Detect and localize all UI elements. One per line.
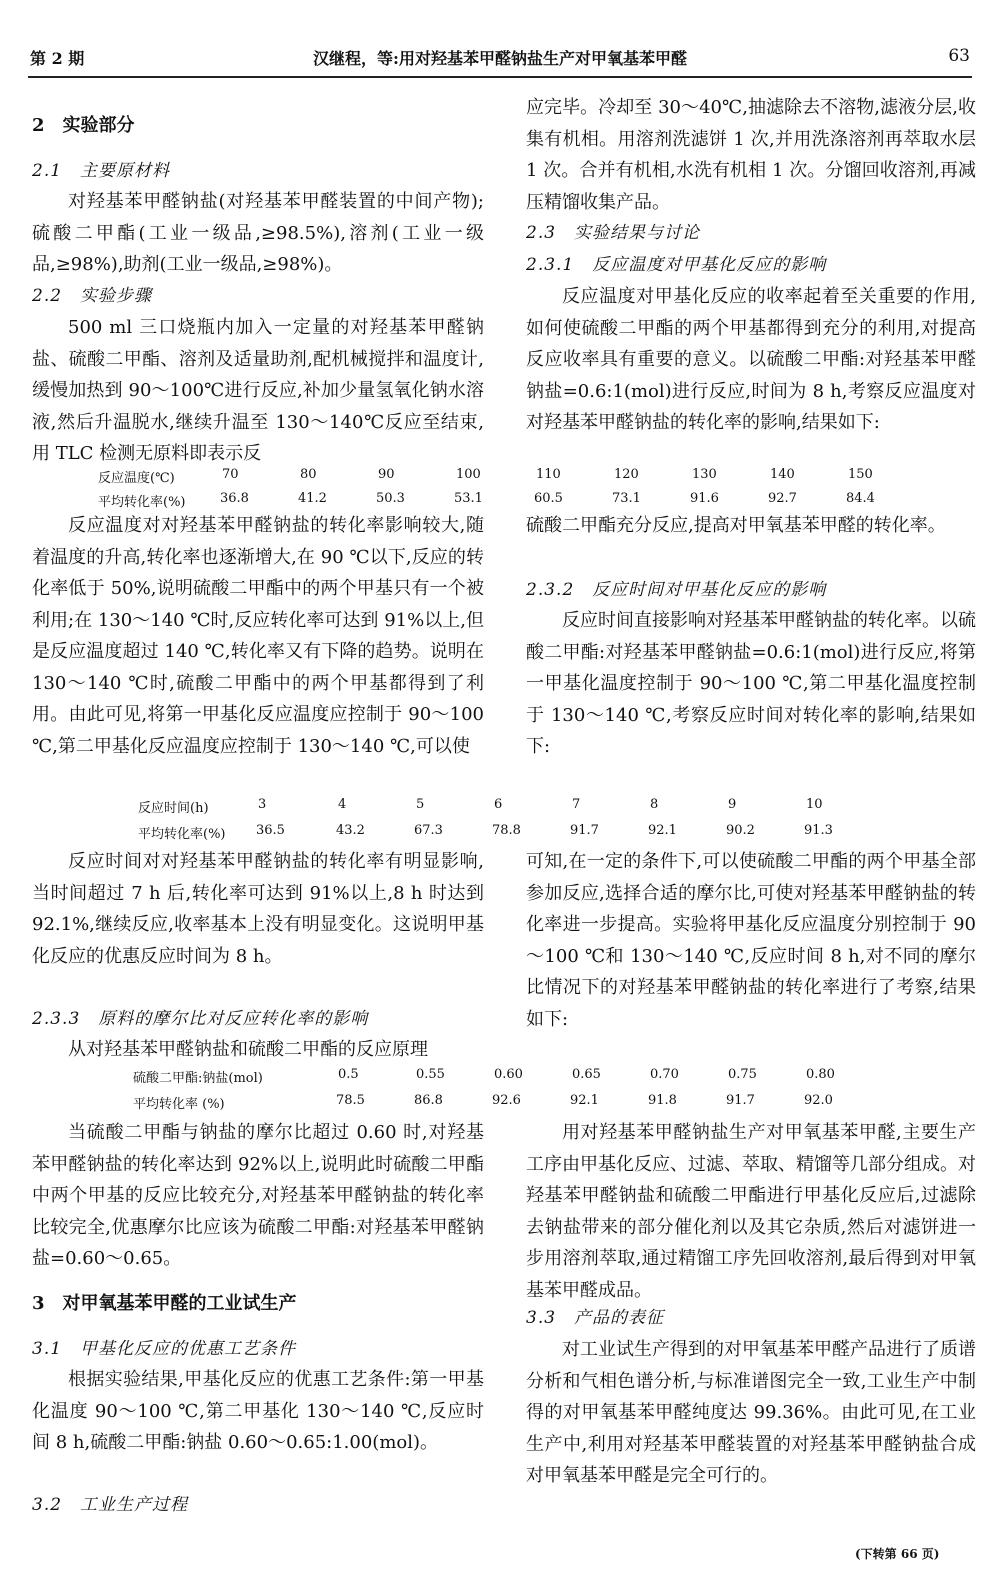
table-cell-x: 0.55 [416,1067,445,1082]
subsection-heading-3-2: 3.2 工业生产过程 [32,1495,189,1515]
paragraph-product-characterization: 对工业试生产得到的对甲氧基苯甲醛产品进行了质谱分析和气相色谱分析,与标准谱图完全一致,工业生产中制得的对甲氧基苯甲醛纯度达 99.36%。由此可见,在工业生产中,利用对羟基苯甲醛装置的对羟基苯甲醛钠盐合成对甲氧基苯甲醛是完全可行的。 [526,1339,976,1486]
header-rule [28,76,972,78]
paragraph-optimal-conditions: 根据实验结果,甲基化反应的优惠工艺条件:第一甲基化温度 90～100 ℃,第二甲基化 130～140 ℃,反应时间 8 h,硫酸二甲酯:钠盐 0.60～0.65:1.00(mol)。 [32,1369,484,1453]
paragraph-procedure-continued: 应完毕。冷却至 30～40℃,抽滤除去不溶物,滤液分层,收集有机相。用溶剂洗滤饼 1 次,并用洗涤溶剂再萃取水层 1 次。合并有机相,水洗有机相 1 次。分馏回收溶剂,再减压精馏收集产品。 [526,97,976,213]
paragraph-industrial-process: 用对羟基苯甲醛钠盐生产对甲氧基苯甲醛,主要生产工序由甲基化反应、过滤、萃取、精馏等几部分组成。对羟基苯甲醛钠盐和硫酸二甲酯进行甲基化反应后,过滤除去钠盐带来的部分催化剂以及其它杂质,然后对滤饼进一步用溶剂萃取,通过精馏工序先回收溶剂,最后得到对甲氧基苯甲醛成品。 [526,1122,976,1301]
paragraph-ratio-intro: 从对羟基苯甲醛钠盐和硫酸二甲酯的反应原理 [68,1039,428,1060]
subsection-heading-2-1: 2.1 主要原材料 [32,161,171,181]
issue-number: 第 2 期 [30,49,85,68]
running-header [30,46,970,74]
subsection-heading-2-3-1: 2.3.1 反应温度对甲基化反应的影响 [526,255,827,275]
table-cell-x: 3 [258,797,267,812]
table-cell-y: 36.8 [220,491,249,506]
table-row-label-y: 平均转化率(%) [138,827,226,842]
table-cell-y: 92.0 [804,1093,833,1108]
paragraph-temperature-conclusion: 硫酸二甲酯充分反应,提高对甲氧基苯甲醛的转化率。 [526,515,946,536]
table-cell-x: 0.60 [494,1067,523,1082]
paragraph-time-discussion: 反应时间对对羟基苯甲醛钠盐的转化率有明显影响,当时间超过 7 h 后,转化率可达到 91%以上,8 h 时达到 92.1%,继续反应,收率基本上没有明显变化。这说明甲基化反应的优惠反应时间为 8 h。 [32,851,484,967]
table-cell-x: 90 [378,467,395,482]
table-cell-x: 140 [770,467,795,482]
page-number: 63 [948,46,970,66]
table-cell-y: 91.7 [726,1093,755,1108]
section-heading-2: 2 实验部分 [32,115,135,136]
table-cell-y: 91.8 [648,1093,677,1108]
table-cell-y: 91.3 [804,823,833,838]
table-cell-y: 41.2 [298,491,327,506]
table-cell-y: 36.5 [256,823,285,838]
table-cell-x: 8 [650,797,659,812]
subsection-heading-2-3-3: 2.3.3 原料的摩尔比对反应转化率的影响 [32,1009,369,1029]
table-cell-y: 91.6 [690,491,719,506]
table-cell-x: 120 [614,467,639,482]
table-cell-y: 78.5 [336,1093,365,1108]
paragraph-temperature-effect: 反应温度对甲基化反应的收率起着至关重要的作用,如何使硫酸二甲酯的两个甲基都得到充分的利用,对提高反应收率具有重要的意义。以硫酸二甲酯:对羟基苯甲醛钠盐=0.6:1(mol)进行反应,时间为 8 h,考察反应温度对对羟基苯甲醛钠盐的转化率的影响,结果如下: [526,286,976,433]
table-cell-y: 73.1 [612,491,641,506]
section-heading-3: 3 对甲氧基苯甲醛的工业试生产 [32,1293,297,1314]
table-cell-x: 100 [456,467,481,482]
table-cell-x: 70 [222,467,239,482]
table-cell-y: 78.8 [492,823,521,838]
paragraph-time-effect: 反应时间直接影响对羟基苯甲醛钠盐的转化率。以硫酸二甲酯:对羟基苯甲醛钠盐=0.6:1(mol)进行反应,将第一甲基化温度控制于 90～100 ℃,第二甲基化温度控制于 130～140 ℃,考察反应时间对转化率的影响,结果如下: [526,610,976,757]
table-row-label-y: 平均转化率 (%) [133,1097,225,1112]
running-title: 汉继程，等:用对羟基苯甲醛钠盐生产对甲氧基苯甲醛 [313,49,687,68]
subsection-heading-3-3: 3.3 产品的表征 [526,1308,665,1328]
table-cell-x: 150 [848,467,873,482]
table-cell-x: 10 [806,797,823,812]
table-row-label-x: 硫酸二甲酯:钠盐(mol) [133,1071,263,1086]
table-cell-x: 130 [692,467,717,482]
table-cell-y: 92.1 [648,823,677,838]
table-cell-x: 0.75 [728,1067,757,1082]
paragraph-temperature-discussion: 反应温度对对羟基苯甲醛钠盐的转化率影响较大,随着温度的升高,转化率也逐渐增大,在 90 ℃以下,反应的转化率低于 50%,说明硫酸二甲酯中的两个甲基只有一个被利用;在 130～140 ℃时,反应转化率可达到 91%以上,但是反应温度超过 140 ℃,转化率又有下降的趋势。说明在 130～140 ℃时,硫酸二甲酯中的两个甲基都得到了利用。由此可见,将第一甲基化反应温度应控制于 90～100 ℃,第二甲基化反应温度应控制于 130～140 ℃,可以使 [32,515,484,757]
subsection-heading-2-3-2: 2.3.2 反应时间对甲基化反应的影响 [526,580,827,600]
table-cell-x: 0.70 [650,1067,679,1082]
table-cell-x: 0.65 [572,1067,601,1082]
table-cell-x: 7 [572,797,581,812]
table-cell-y: 92.7 [768,491,797,506]
table-cell-y: 92.6 [492,1093,521,1108]
table-cell-x: 9 [728,797,737,812]
paragraph-ratio-discussion: 当硫酸二甲酯与钠盐的摩尔比超过 0.60 时,对羟基苯甲醛钠盐的转化率达到 92%以上,说明此时硫酸二甲酯中两个甲基的反应比较充分,对羟基苯甲醛钠盐的转化率比较完全,优惠摩尔比应该为硫酸二甲酯:对羟基苯甲醛钠盐=0.60～0.65。 [32,1122,484,1269]
table-cell-y: 67.3 [414,823,443,838]
table-cell-y: 91.7 [570,823,599,838]
table-cell-y: 60.5 [534,491,563,506]
continuation-note: (下转第 66 页) [855,1547,940,1561]
table-cell-y: 43.2 [336,823,365,838]
table-cell-y: 92.1 [570,1093,599,1108]
subsection-heading-3-1: 3.1 甲基化反应的优惠工艺条件 [32,1339,297,1359]
table-cell-x: 6 [494,797,503,812]
subsection-heading-2-3: 2.3 实验结果与讨论 [526,223,701,243]
paragraph-materials: 对羟基苯甲醛钠盐(对羟基苯甲醛装置的中间产物);硫酸二甲酯(工业一级品,≥98.5%),溶剂(工业一级品,≥98%),助剂(工业一级品,≥98%)。 [32,191,484,275]
table-cell-x: 110 [536,467,561,482]
table-cell-x: 0.80 [806,1067,835,1082]
table-row-label-x: 反应温度(℃) [98,471,175,486]
table-cell-x: 5 [416,797,425,812]
table-cell-y: 86.8 [414,1093,443,1108]
table-row-label-y: 平均转化率(%) [98,495,186,510]
paragraph-procedure: 500 ml 三口烧瓶内加入一定量的对羟基苯甲醛钠盐、硫酸二甲酯、溶剂及适量助剂,配机械搅拌和温度计,缓慢加热到 90～100℃进行反应,补加少量氢氧化钠水溶液,然后升温脱水,继续升温至 130～140℃反应至结束,用 TLC 检测无原料即表示反 [32,317,484,464]
table-cell-y: 90.2 [726,823,755,838]
paragraph-ratio-setup: 可知,在一定的条件下,可以使硫酸二甲酯的两个甲基全部参加反应,选择合适的摩尔比,可使对羟基苯甲醛钠盐的转化率进一步提高。实验将甲基化反应温度分别控制于 90～100 ℃和 130～140 ℃,反应时间 8 h,对不同的摩尔比情况下的对羟基苯甲醛钠盐的转化率进行了考察,结果如下: [526,851,976,1030]
table-cell-y: 84.4 [846,491,875,506]
table-row-label-x: 反应时间(h) [138,801,209,816]
table-cell-x: 80 [300,467,317,482]
table-cell-x: 0.5 [338,1067,359,1082]
table-cell-x: 4 [338,797,347,812]
table-cell-y: 50.3 [376,491,405,506]
table-cell-y: 53.1 [454,491,483,506]
subsection-heading-2-2: 2.2 实验步骤 [32,286,153,306]
